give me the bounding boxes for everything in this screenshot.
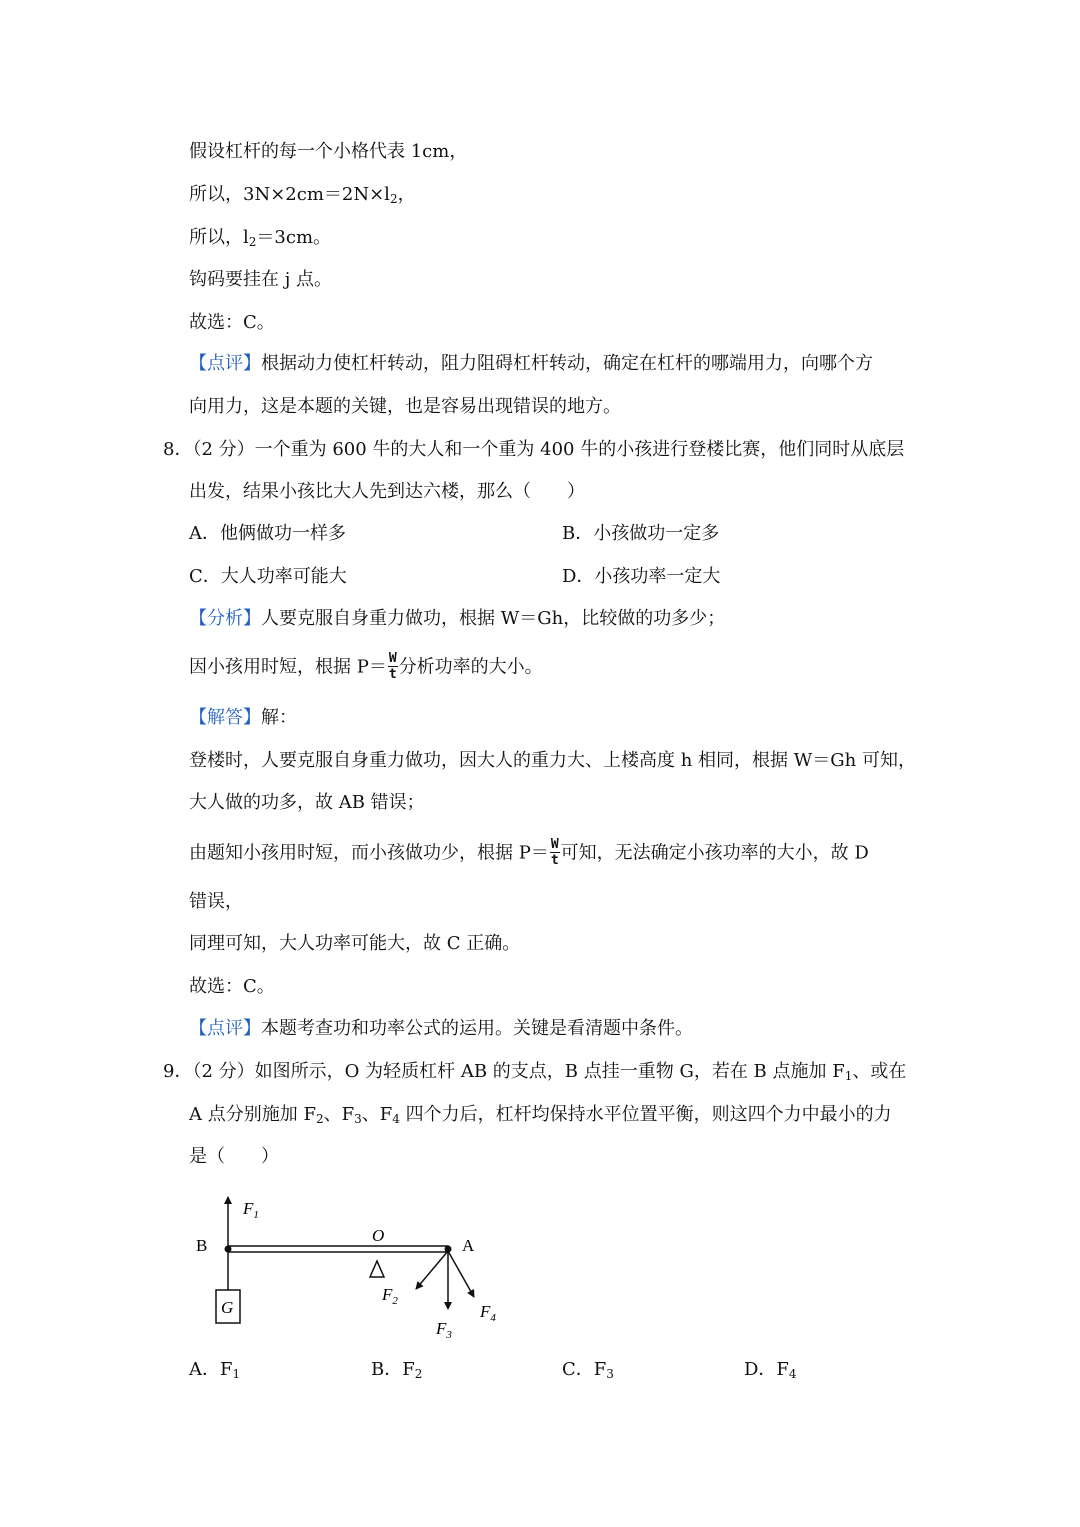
- answer-line: 大人做的功多，故 AB 错误；: [189, 792, 425, 813]
- option-text: C．F: [562, 1359, 607, 1380]
- eq-text: ，: [397, 184, 416, 205]
- analysis-line: [189, 652, 543, 683]
- lever-diagram: [190, 1185, 510, 1345]
- answer-text: 可知，无法确定小孩功率的大小，故 D: [560, 842, 869, 864]
- equation-line: [189, 183, 416, 207]
- option-c: [562, 1358, 614, 1382]
- subscript: 4: [392, 1112, 400, 1126]
- subscript: 2: [248, 235, 257, 249]
- label-f4: $F_4$: [480, 1302, 496, 1324]
- answer-tag: 【解答】: [189, 707, 261, 728]
- label-a: A: [462, 1236, 475, 1255]
- fraction-w-over-t: [388, 651, 398, 682]
- label-o: O: [372, 1226, 385, 1245]
- subscript: 1: [232, 1367, 241, 1381]
- subscript: 2: [315, 1112, 324, 1126]
- eq-text: 所以，3N×2cm＝2N×l: [189, 184, 390, 205]
- frac-denominator: t: [550, 853, 559, 868]
- question-stem: [163, 1060, 906, 1084]
- stem-text: A 点分别施加 F: [189, 1104, 316, 1125]
- label-f1: $F_1$: [243, 1199, 259, 1221]
- option-b: B．小孩做功一定多: [562, 523, 720, 544]
- eq-text: ＝3cm。: [256, 227, 332, 248]
- eq-text: 所以，l: [189, 227, 249, 248]
- label-f2: $F_2$: [382, 1285, 398, 1307]
- answer-text: 由题知小孩用时短，而小孩做功少，根据 P＝: [189, 842, 549, 864]
- analysis-text: 人要克服自身重力做功，根据 W＝Gh，比较做的功多少；: [261, 608, 726, 629]
- label-f3: $F_3$: [436, 1319, 452, 1341]
- choice-line: 故选：C。: [189, 312, 275, 333]
- comment-line: [189, 352, 873, 376]
- option-d: D．小孩功率一定大: [562, 566, 721, 587]
- subscript: 4: [788, 1367, 797, 1381]
- comment-text: 本题考查功和功率公式的运用。关键是看清题中条件。: [261, 1018, 693, 1039]
- answer-line: 同理可知，大人功率可能大，故 C 正确。: [189, 933, 521, 954]
- frac-numerator: W: [388, 651, 397, 666]
- fulcrum-icon: [370, 1261, 384, 1277]
- question-stem: 8．（2 分）一个重为 600 牛的大人和一个重为 400 牛的小孩进行登楼比赛，他们同时从底层: [163, 439, 905, 460]
- force-f2-arrow: [416, 1251, 448, 1289]
- answer-line: 错误，: [189, 891, 243, 912]
- force-f4-arrow: [448, 1251, 474, 1297]
- comment-line: [189, 1017, 693, 1041]
- stem-text: 、F: [361, 1104, 393, 1125]
- answer-line: 登楼时，人要克服自身重力做功，因大人的重力大、上楼高度 h 相同，根据 W＝Gh 可知，: [189, 750, 916, 771]
- frac-denominator: t: [388, 667, 397, 682]
- option-d: [744, 1358, 797, 1382]
- stem-text: 四个力后，杠杆均保持水平位置平衡，则这四个力中最小的力: [399, 1104, 892, 1125]
- subscript: 2: [389, 192, 398, 206]
- option-a: A．他俩做功一样多: [189, 523, 346, 544]
- analysis-line: [189, 607, 725, 631]
- comment-tag: 【点评】: [189, 353, 261, 374]
- analysis-text: 因小孩用时短，根据 P＝: [189, 656, 387, 678]
- subscript: 3: [354, 1112, 362, 1126]
- stem-text: 9．（2 分）如图所示，O 为轻质杠杆 AB 的支点，B 点挂一重物 G，若在 B 点施加 F: [163, 1061, 845, 1082]
- label-g: G: [221, 1298, 234, 1317]
- analysis-text: 分析功率的大小。: [398, 656, 543, 678]
- lever-bar: [228, 1246, 448, 1252]
- answer-line: [189, 838, 869, 869]
- stem-text: 、F: [323, 1104, 355, 1125]
- subscript: 1: [844, 1069, 853, 1083]
- choice-line: 故选：C。: [189, 976, 275, 997]
- option-text: A．F: [189, 1359, 233, 1380]
- comment-tag: 【点评】: [189, 1018, 261, 1039]
- option-text: D．F: [744, 1359, 789, 1380]
- answer-text: 解：: [261, 707, 297, 728]
- label-b: B: [196, 1236, 208, 1255]
- analysis-tag: 【分析】: [189, 608, 261, 629]
- text-line: 假设杠杆的每一个小格代表 1cm，: [189, 141, 468, 162]
- question-stem: [189, 1103, 892, 1127]
- answer-line: [189, 706, 297, 730]
- comment-line: 向用力，这是本题的关键，也是容易出现错误的地方。: [189, 396, 621, 417]
- stem-text: 、或在: [852, 1061, 907, 1082]
- text-line: 钩码要挂在 j 点。: [189, 269, 333, 290]
- subscript: 3: [606, 1367, 614, 1381]
- fraction-w-over-t: [550, 837, 560, 868]
- option-b: [371, 1358, 422, 1382]
- option-text: B．F: [371, 1359, 415, 1380]
- question-stem: 是（ ）: [189, 1146, 279, 1167]
- question-stem: 出发，结果小孩比大人先到达六楼，那么（ ）: [189, 481, 585, 502]
- option-c: C．大人功率可能大: [189, 566, 347, 587]
- option-a: [189, 1358, 240, 1382]
- subscript: 2: [414, 1367, 423, 1381]
- frac-numerator: W: [550, 837, 559, 852]
- comment-text: 根据动力使杠杆转动，阻力阻碍杠杆转动，确定在杠杆的哪端用力，向哪个方: [261, 353, 873, 374]
- equation-line: [189, 226, 331, 250]
